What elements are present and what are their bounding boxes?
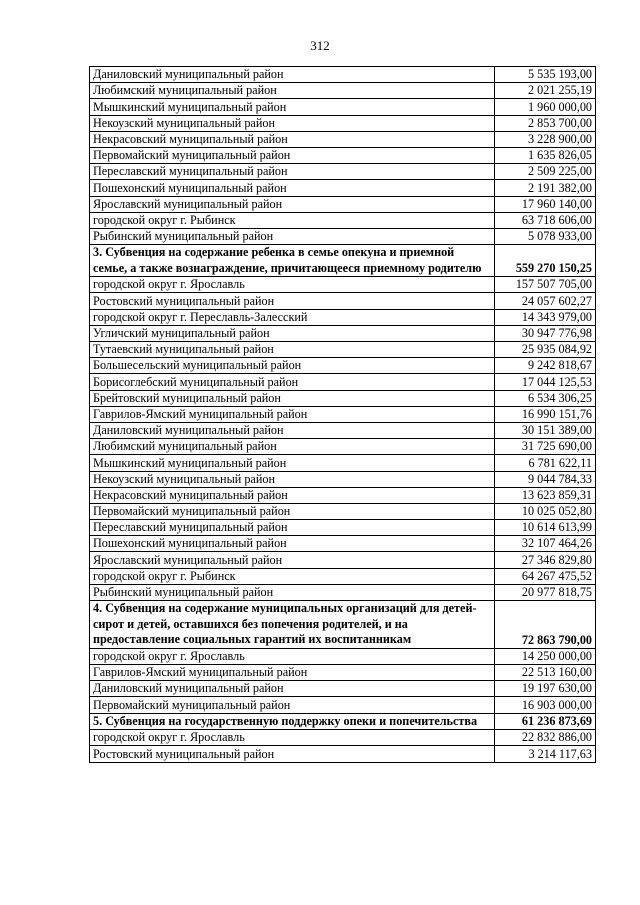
amount-value: 30 151 389,00 (495, 422, 596, 438)
amount-value: 19 197 630,00 (495, 681, 596, 697)
table-row (90, 147, 596, 163)
amount-value: 1 960 000,00 (495, 99, 596, 115)
table-row (90, 83, 596, 99)
amount-value: 9 242 818,67 (495, 358, 596, 374)
table-row (90, 67, 596, 83)
recipient-name: Рыбинский муниципальный район (90, 584, 495, 600)
amount-value: 2 191 382,00 (495, 180, 596, 196)
amount-value: 63 718 606,00 (495, 212, 596, 228)
amount-value: 3 228 900,00 (495, 131, 596, 147)
table-row (90, 325, 596, 341)
recipient-name: Переславский муниципальный район (90, 164, 495, 180)
amount-value: 3 214 117,63 (495, 746, 596, 762)
section-total: 61 236 873,69 (495, 713, 596, 730)
amount-value: 5 078 933,00 (495, 228, 596, 244)
amount-value: 27 346 829,80 (495, 552, 596, 568)
amount-value: 14 343 979,00 (495, 309, 596, 325)
subvention-table (89, 66, 596, 763)
table-row (90, 422, 596, 438)
amount-value: 2 853 700,00 (495, 115, 596, 131)
recipient-name: Ростовский муниципальный район (90, 293, 495, 309)
section-title: 3. Субвенция на содержание ребенка в семье опекуна и приемной семье, а также вознаграждение, причитающееся приемному родителю (90, 245, 495, 277)
recipient-name: Мышкинский муниципальный район (90, 455, 495, 471)
section-header-row (90, 601, 596, 649)
table-row (90, 164, 596, 180)
section-header-row (90, 245, 596, 277)
amount-value: 22 832 886,00 (495, 730, 596, 746)
recipient-name: Рыбинский муниципальный район (90, 228, 495, 244)
amount-value: 30 947 776,98 (495, 325, 596, 341)
amount-value: 16 990 151,76 (495, 406, 596, 422)
amount-value: 6 534 306,25 (495, 390, 596, 406)
amount-value: 64 267 475,52 (495, 568, 596, 584)
amount-value: 2 509 225,00 (495, 164, 596, 180)
table-row (90, 552, 596, 568)
recipient-name: Ярославский муниципальный район (90, 196, 495, 212)
amount-value: 9 044 784,33 (495, 471, 596, 487)
table-row (90, 342, 596, 358)
table-row (90, 487, 596, 503)
recipient-name: Тутаевский муниципальный район (90, 342, 495, 358)
recipient-name: Даниловский муниципальный район (90, 422, 495, 438)
amount-value: 32 107 464,26 (495, 536, 596, 552)
recipient-name: Некоузский муниципальный район (90, 115, 495, 131)
recipient-name: Любимский муниципальный район (90, 83, 495, 99)
amount-value: 22 513 160,00 (495, 664, 596, 680)
table-row (90, 374, 596, 390)
recipient-name: Ростовский муниципальный район (90, 746, 495, 762)
amount-value: 10 614 613,99 (495, 520, 596, 536)
table-row (90, 648, 596, 664)
section-title: 4. Субвенция на содержание муниципальных организаций для детей-сирот и детей, оставшихся без попечения родителей, и на предоставление социальных гарантий их воспитанникам (90, 601, 495, 649)
table-row (90, 503, 596, 519)
table-row (90, 681, 596, 697)
table-row (90, 390, 596, 406)
recipient-name: Большесельский муниципальный район (90, 358, 495, 374)
recipient-name: Угличский муниципальный район (90, 325, 495, 341)
recipient-name: Мышкинский муниципальный район (90, 99, 495, 115)
table-row (90, 568, 596, 584)
amount-value: 16 903 000,00 (495, 697, 596, 713)
recipient-name: городской округ г. Переславль-Залесский (90, 309, 495, 325)
amount-value: 5 535 193,00 (495, 67, 596, 83)
recipient-name: Переславский муниципальный район (90, 520, 495, 536)
table-row (90, 406, 596, 422)
amount-value: 17 960 140,00 (495, 196, 596, 212)
amount-value: 1 635 826,05 (495, 147, 596, 163)
amount-value: 2 021 255,19 (495, 83, 596, 99)
amount-value: 13 623 859,31 (495, 487, 596, 503)
table-row (90, 455, 596, 471)
table-row (90, 115, 596, 131)
table-row (90, 439, 596, 455)
recipient-name: городской округ г. Рыбинск (90, 568, 495, 584)
table-body (90, 67, 596, 763)
section-total: 559 270 150,25 (495, 245, 596, 277)
recipient-name: Первомайский муниципальный район (90, 697, 495, 713)
recipient-name: Даниловский муниципальный район (90, 681, 495, 697)
table-row (90, 196, 596, 212)
table-row (90, 131, 596, 147)
recipient-name: Первомайский муниципальный район (90, 147, 495, 163)
recipient-name: городской округ г. Рыбинск (90, 212, 495, 228)
table-row (90, 746, 596, 762)
amount-value: 25 935 084,92 (495, 342, 596, 358)
section-total: 72 863 790,00 (495, 601, 596, 649)
table-row (90, 584, 596, 600)
table-row (90, 212, 596, 228)
recipient-name: Брейтовский муниципальный район (90, 390, 495, 406)
table-row (90, 277, 596, 293)
table-row (90, 536, 596, 552)
page-number: 312 (310, 38, 330, 53)
table-row (90, 358, 596, 374)
table-row (90, 664, 596, 680)
amount-value: 17 044 125,53 (495, 374, 596, 390)
table-row (90, 99, 596, 115)
recipient-name: Любимский муниципальный район (90, 439, 495, 455)
amount-value: 14 250 000,00 (495, 648, 596, 664)
amount-value: 157 507 705,00 (495, 277, 596, 293)
recipient-name: Борисоглебский муниципальный район (90, 374, 495, 390)
recipient-name: городской округ г. Ярославль (90, 277, 495, 293)
recipient-name: городской округ г. Ярославль (90, 730, 495, 746)
table-row (90, 471, 596, 487)
table-row (90, 309, 596, 325)
recipient-name: Пошехонский муниципальный район (90, 180, 495, 196)
table-row (90, 730, 596, 746)
recipient-name: городской округ г. Ярославль (90, 648, 495, 664)
table-row (90, 293, 596, 309)
amount-value: 6 781 622,11 (495, 455, 596, 471)
section-title: 5. Субвенция на государственную поддержку опеки и попечительства (90, 713, 495, 730)
table-row (90, 697, 596, 713)
table-row (90, 180, 596, 196)
recipient-name: Гаврилов-Ямский муниципальный район (90, 406, 495, 422)
recipient-name: Некрасовский муниципальный район (90, 487, 495, 503)
recipient-name: Первомайский муниципальный район (90, 503, 495, 519)
recipient-name: Ярославский муниципальный район (90, 552, 495, 568)
recipient-name: Некоузский муниципальный район (90, 471, 495, 487)
recipient-name: Некрасовский муниципальный район (90, 131, 495, 147)
amount-value: 31 725 690,00 (495, 439, 596, 455)
recipient-name: Даниловский муниципальный район (90, 67, 495, 83)
table-row (90, 520, 596, 536)
amount-value: 24 057 602,27 (495, 293, 596, 309)
table-row (90, 228, 596, 244)
amount-value: 20 977 818,75 (495, 584, 596, 600)
recipient-name: Пошехонский муниципальный район (90, 536, 495, 552)
amount-value: 10 025 052,80 (495, 503, 596, 519)
section-header-row (90, 713, 596, 730)
recipient-name: Гаврилов-Ямский муниципальный район (90, 664, 495, 680)
